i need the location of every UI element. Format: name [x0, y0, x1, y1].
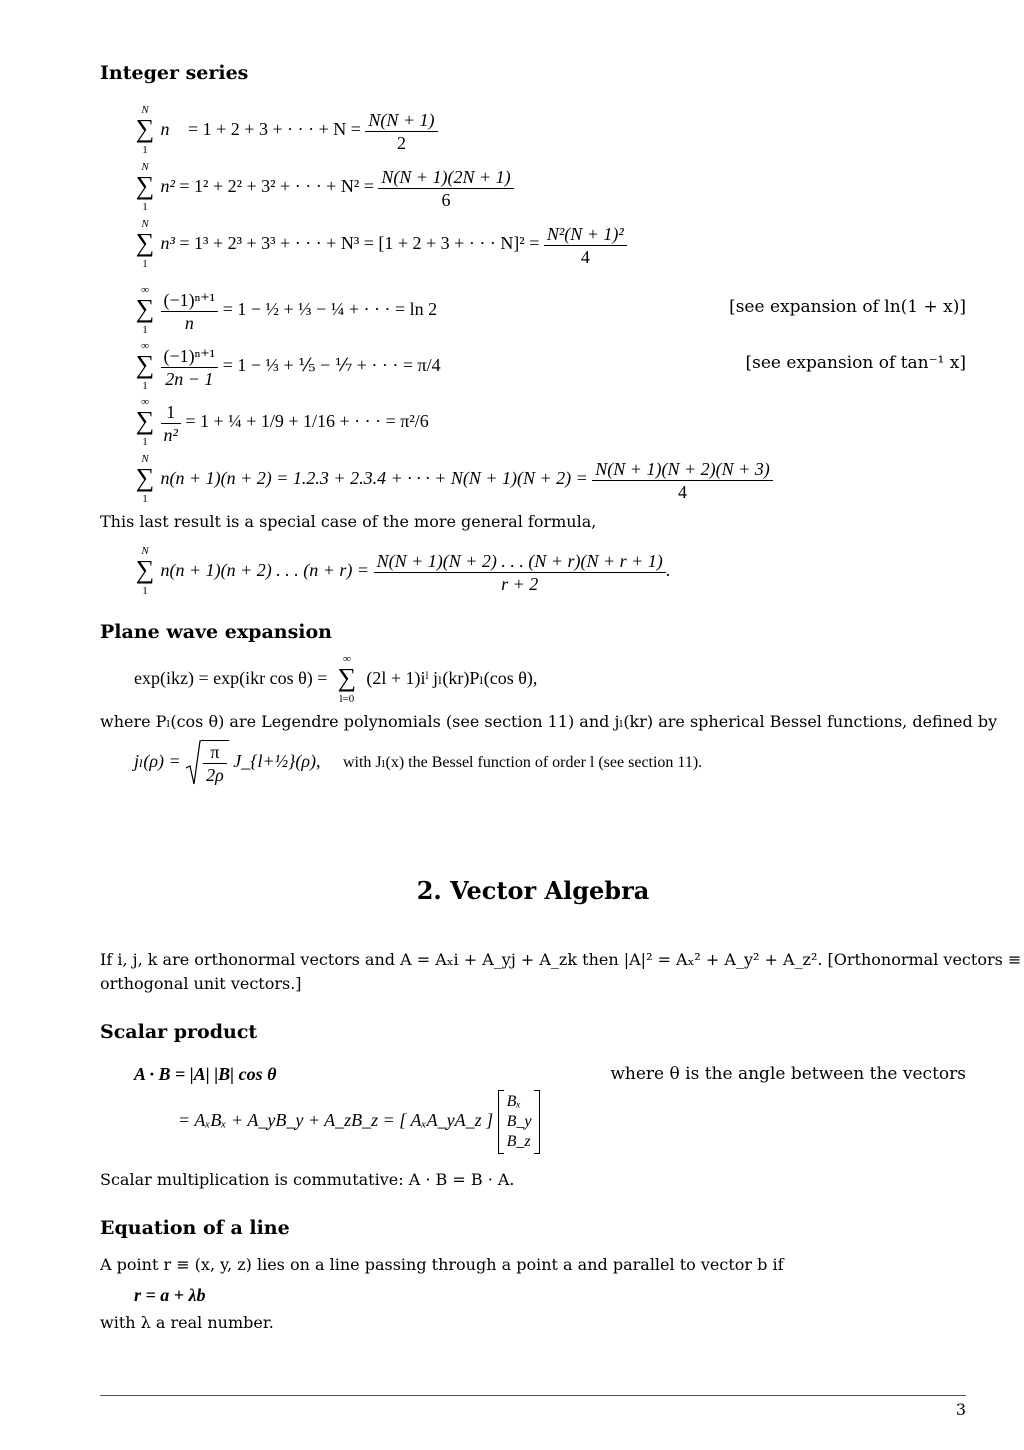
- section-heading-integer-series: Integer series: [100, 62, 249, 84]
- column-vector-b: Bₓ B_y B_z: [498, 1090, 541, 1154]
- equation-sum-n-squared: N ∑ 1 n² = 1² + 2² + 3² + · · · + N² = $\frac{N(N + 1)(2N + 1)}{6}$: [134, 160, 514, 216]
- legendre-bessel-text: where Pₗ(cos θ) are Legendre polynomials (see section 11) and jₗ(kr) are spherical Bessel functions, defined by: [100, 712, 998, 731]
- footer-rule: [100, 1395, 966, 1396]
- chapter-title: 2. Vector Algebra: [416, 876, 650, 905]
- note-arctan-expansion: [see expansion of tan⁻¹ x]: [745, 353, 966, 373]
- equation-sum-n-cubed: N ∑ 1 n³ = 1³ + 2³ + 3³ + · · · + N³ = [1 + 2 + 3 + · · · N]² = $\frac{\text{N²(N + 1)²}}{4}$: [134, 217, 627, 273]
- vector-intro-line-1: If i, j, k are orthonormal vectors and A = Aₓi + A_yj + A_zk then |A|² = Aₓ² + A_y² + A_z². [Orthonormal vectors ≡: [100, 950, 1022, 969]
- equation-general-product-sum: N ∑ 1 n(n + 1)(n + 2) . . . (n + r) = $\frac{N(N + 1)(N + 2) . . . (N + r)(N + r + 1)}{r + 2}$ .: [135, 545, 671, 597]
- vector-intro-line-2: orthogonal unit vectors.]: [100, 974, 302, 993]
- equation-dot-product: A · B = |A| |B| cos θ: [134, 1064, 277, 1084]
- equation-plane-wave: exp(ikz) = exp(ikr cos θ) = ∞ ∑ l=0 (2l + 1)iˡ jₗ(kr)Pₗ(cos θ),: [134, 653, 538, 705]
- commutative-statement: Scalar multiplication is commutative: A · B = B · A.: [100, 1170, 515, 1189]
- equation-basel-series: ∞ ∑ 1 $\frac{1}{\text{n²}}$ = 1 + ¼ + 1/9 + 1/16 + · · · = π²/6: [135, 396, 429, 448]
- note-angle-between-vectors: where θ is the angle between the vectors: [610, 1064, 966, 1084]
- line-lambda-note: with λ a real number.: [100, 1313, 274, 1332]
- equation-alternating-harmonic: ∞ ∑ 1 $\frac{\text{(−1)ⁿ⁺¹}}{n}$ = 1 − ½ + ⅓ − ¼ + · · · = ln 2: [135, 284, 438, 336]
- equation-leibniz-series: ∞ ∑ 1 $\frac{\text{(−1)ⁿ⁺¹}}{2n - 1}$ = 1 − ⅓ + ⅕ − ⅐ + · · · = π/4: [135, 340, 441, 392]
- note-ln-expansion: [see expansion of ln(1 + x)]: [729, 297, 966, 317]
- section-heading-scalar-product: Scalar product: [100, 1021, 258, 1043]
- line-definition-text: A point r ≡ (x, y, z) lies on a line passing through a point a and parallel to vector b if: [100, 1255, 784, 1274]
- equation-dot-product-components: = AₓBₓ + A_yB_y + A_zB_z = [ AₓA_yA_z ] Bₓ B_y B_z: [178, 1090, 540, 1154]
- equation-spherical-bessel: jₗ(ρ) = $\frac{\pi}{2\rho}$ J_{l+½}(ρ), with Jₗ(x) the Bessel function of order l (see section 11).: [134, 742, 703, 785]
- equation-sum-n: N ∑ 1 n = 1 + 2 + 3 + · · · + N = $\frac{N(N + 1)}{2}$: [134, 103, 438, 159]
- general-formula-intro: This last result is a special case of the more general formula,: [100, 512, 597, 531]
- equation-line: r = a + λb: [134, 1285, 206, 1305]
- equation-triple-product-sum: N ∑ 1 n(n + 1)(n + 2) = 1.2.3 + 2.3.4 + · · · + N(N + 1)(N + 2) = $\frac{N(N + 1)(N + 2)(N + 3)}{4}$: [134, 452, 773, 508]
- page-number: 3: [955, 1400, 966, 1419]
- section-heading-line-equation: Equation of a line: [100, 1217, 290, 1239]
- section-heading-plane-wave: Plane wave expansion: [100, 621, 332, 643]
